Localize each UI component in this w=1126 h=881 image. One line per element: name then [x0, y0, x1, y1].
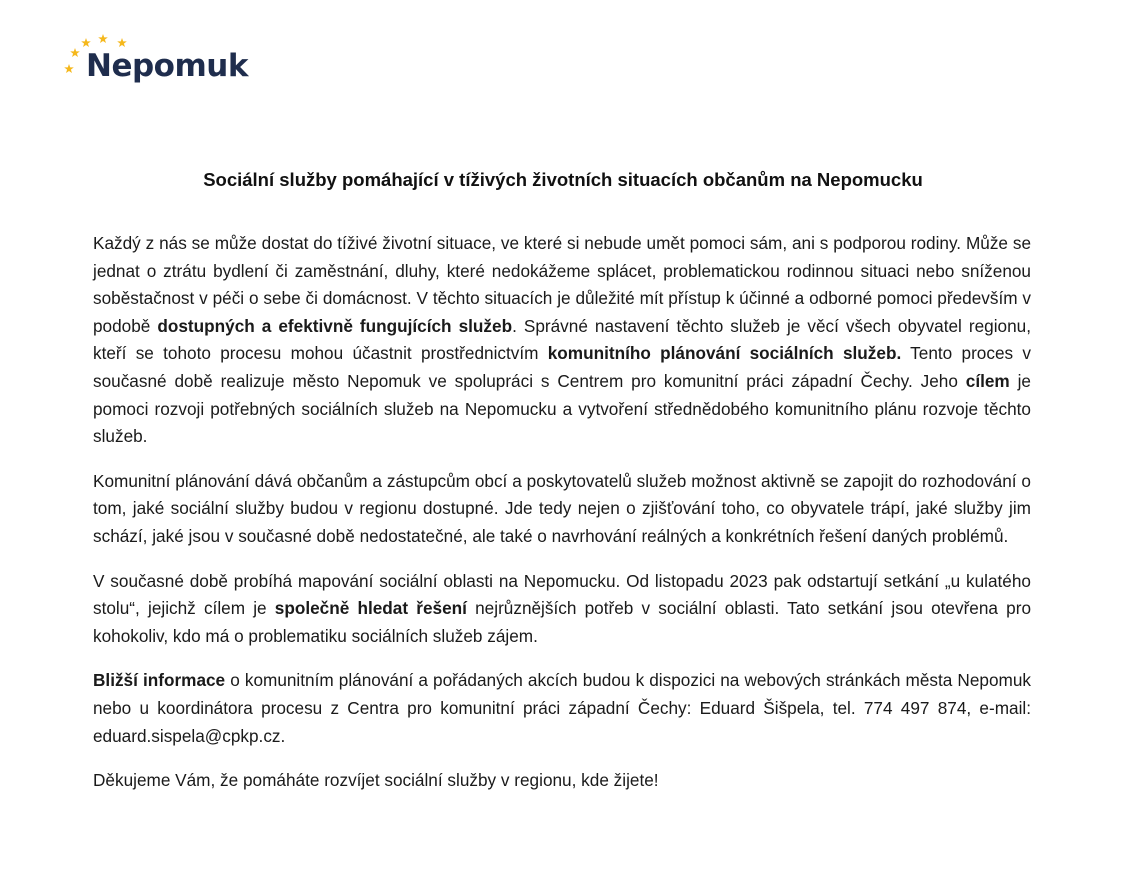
paragraph-3-bold-solutions: společně hledat řešení	[274, 598, 467, 619]
paragraph-1-bold-planning: komunitního plánování sociálních služeb.	[547, 343, 902, 364]
paragraph-3	[93, 568, 1031, 651]
paragraph-1-text-e: Tento proces v současné době realizuje město Nepomuk ve spolupráci s Centrem pro komunitní práci západní Čechy. Jeho	[93, 343, 1031, 391]
paragraph-3-text-a: V současné době probíhá mapování sociální oblasti na Nepomucku. Od listopadu 2023 pak odstartují setkání „u kulatého stolu“, jejichž cílem je	[93, 570, 1031, 619]
paragraph-2: Komunitní plánování dává občanům a zástupcům obcí a poskytovatelů služeb možnost aktivně se zapojit do rozhodování o tom, jaké sociální služby budou v regionu dostupné. Jde tedy nejen o zjišťování toho, co obyvatele trápí, jaké služby jim schází, jaké jsou v současné době nedostatečné, ale také o navrhování reálných a konkrétních řešení daných problémů.	[93, 470, 1031, 546]
nepomuk-logo	[60, 34, 260, 88]
document-title: Sociální služby pomáhající v tíživých životních situacích občanům na Nepomucku	[203, 169, 923, 190]
paragraph-1-text-g: je pomoci rozvoji potřebných sociálních služeb na Nepomucku a vytvoření střednědobého komunitního plánu rozvoje těchto služeb.	[93, 370, 1031, 447]
paragraph-1-bold-goal: cílem	[965, 370, 1010, 391]
paragraph-1-text-a: Každý z nás se může dostat do tíživé životní situace, ve které si nebude umět pomoci sám, ani s podporou rodiny. Může se jednat o ztrátu bydlení či zaměstnání, dluhy, které nedokážeme splácet, problematickou rodinnou situaci nebo sníženou soběstačnost v péči o sebe či domácnost. V těchto situacích je důležité mít přístup k účinné a odborné pomoci především v podobě	[93, 233, 1031, 336]
document-body	[93, 230, 1031, 812]
logo-text: Nepomuk	[86, 48, 248, 84]
paragraph-5: Děkujeme Vám, že pomáháte rozvíjet sociální služby v regionu, kde žijete!	[93, 770, 659, 791]
paragraph-1-bold-services: dostupných a efektivně fungujících služeb	[157, 315, 513, 336]
paragraph-4-bold-info: Bližší informace	[93, 670, 226, 691]
paragraph-1	[93, 230, 1031, 451]
paragraph-4-text-b: o komunitním plánování a pořádaných akcích budou k dispozici na webových stránkách města Nepomuk nebo u koordinátora procesu z Centra pro komunitní práci západní Čechy: Eduard Šišpela, tel. 774 497 874, e-mail: eduard.sispela@cpkp.cz.	[93, 670, 1031, 746]
paragraph-1-text-c: . Správné nastavení těchto služeb je věcí všech obyvatel regionu, kteří se tohoto procesu mohou účastnit prostřednictvím	[93, 315, 1031, 364]
paragraph-4	[93, 667, 1031, 750]
paragraph-3-text-c: nejrůznějších potřeb v sociální oblasti. Tato setkání jsou otevřena pro kohokoliv, kdo má o problematiku sociálních služeb zájem.	[93, 598, 1032, 646]
